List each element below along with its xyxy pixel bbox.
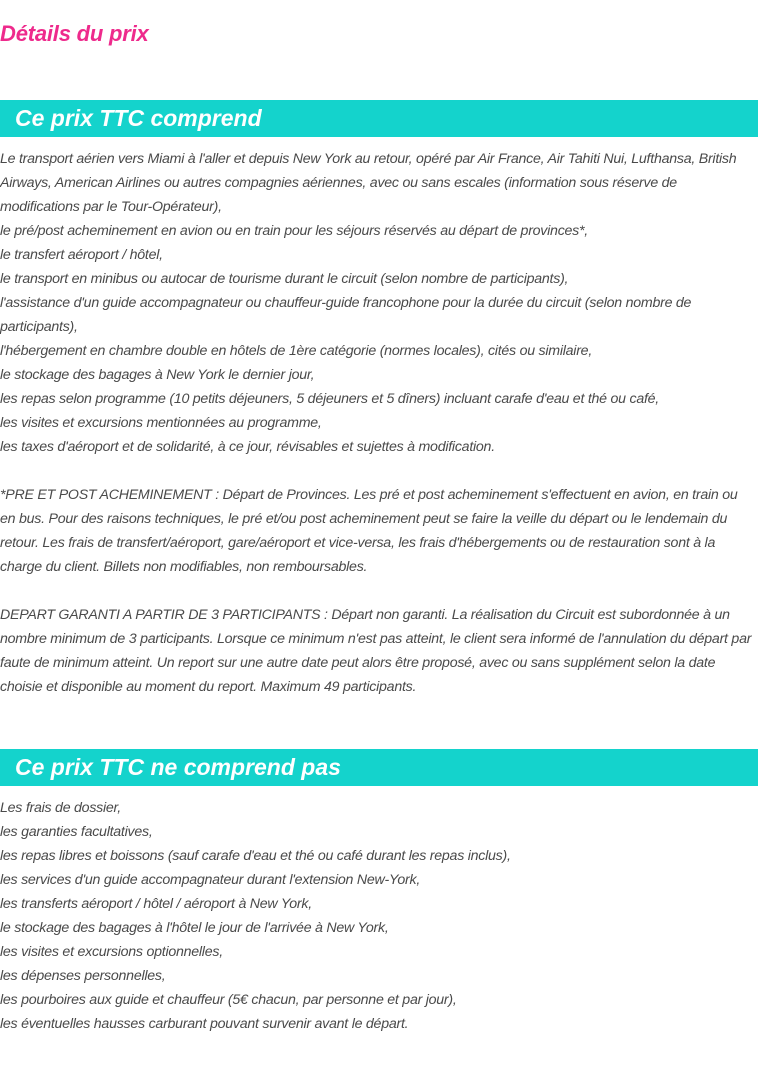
excluded-item: les dépenses personnelles, <box>0 968 166 984</box>
included-item: les repas selon programme (10 petits déjeuners, 5 déjeuners et 5 dîners) incluant carafe d'eau et thé ou café, <box>0 391 659 407</box>
pre-post-note-text: *PRE ET POST ACHEMINEMENT : Départ de Provinces. Les pré et post acheminement s'effectuent en avion, en train ou en bus. Pour des raisons techniques, le pré et/ou post acheminement peut se faire la veille du départ ou le lendemain du retour. Les frais de transfert/aéroport, gare/aéroport et vice-versa, les frais d'hébergements ou de restauration sont à la charge du client. Billets non modifiables, non remboursables. <box>0 487 738 575</box>
excluded-item: les transferts aéroport / hôtel / aéroport à New York, <box>0 896 312 912</box>
excluded-list <box>0 796 756 1036</box>
included-item: le transfert aéroport / hôtel, <box>0 247 163 263</box>
included-list <box>0 147 756 459</box>
excluded-item: les visites et excursions optionnelles, <box>0 944 223 960</box>
excluded-item: les pourboires aux guide et chauffeur (5€ chacun, par personne et par jour), <box>0 992 457 1008</box>
included-heading: Ce prix TTC comprend <box>15 105 262 131</box>
included-item: l'hébergement en chambre double en hôtels de 1ère catégorie (normes locales), cités ou similaire, <box>0 343 593 359</box>
included-item: Le transport aérien vers Miami à l'aller et depuis New York au retour, opéré par Air France, Air Tahiti Nui, Lufthansa, British Airways, American Airlines ou autres compagnies aériennes, avec ou sans escales (information sous réserve de modifications par le Tour-Opérateur), <box>0 151 737 215</box>
included-item: le transport en minibus ou autocar de tourisme durant le circuit (selon nombre de participants), <box>0 271 569 287</box>
excluded-item: les repas libres et boissons (sauf carafe d'eau et thé ou café durant les repas inclus), <box>0 848 511 864</box>
pre-post-note <box>0 483 756 579</box>
departure-note <box>0 603 756 699</box>
excluded-item: Les frais de dossier, <box>0 800 121 816</box>
included-item: l'assistance d'un guide accompagnateur ou chauffeur-guide francophone pour la durée du circuit (selon nombre de participants), <box>0 295 692 335</box>
included-section-header <box>0 100 758 137</box>
included-item: les visites et excursions mentionnées au programme, <box>0 415 322 431</box>
excluded-section-header <box>0 749 758 786</box>
included-item: les taxes d'aéroport et de solidarité, à ce jour, révisables et sujettes à modification. <box>0 439 495 455</box>
excluded-item: le stockage des bagages à l'hôtel le jour de l'arrivée à New York, <box>0 920 389 936</box>
page-title: Détails du prix <box>0 21 149 46</box>
departure-note-text: DEPART GARANTI A PARTIR DE 3 PARTICIPANTS : Départ non garanti. La réalisation du Circuit est subordonnée à un nombre minimum de 3 participants. Lorsque ce minimum n'est pas atteint, le client sera informé de l'annulation du départ par faute de minimum atteint. Un report sur une autre date peut alors être proposé, avec ou sans supplément selon la date choisie et disponible au moment du report. Maximum 49 participants. <box>0 607 752 695</box>
excluded-item: les garanties facultatives, <box>0 824 153 840</box>
included-item: le pré/post acheminement en avion ou en train pour les séjours réservés au départ de provinces*, <box>0 223 588 239</box>
excluded-heading: Ce prix TTC ne comprend pas <box>15 754 341 780</box>
included-item: le stockage des bagages à New York le dernier jour, <box>0 367 315 383</box>
excluded-item: les services d'un guide accompagnateur durant l'extension New-York, <box>0 872 421 888</box>
excluded-item: les éventuelles hausses carburant pouvant survenir avant le départ. <box>0 1016 409 1032</box>
